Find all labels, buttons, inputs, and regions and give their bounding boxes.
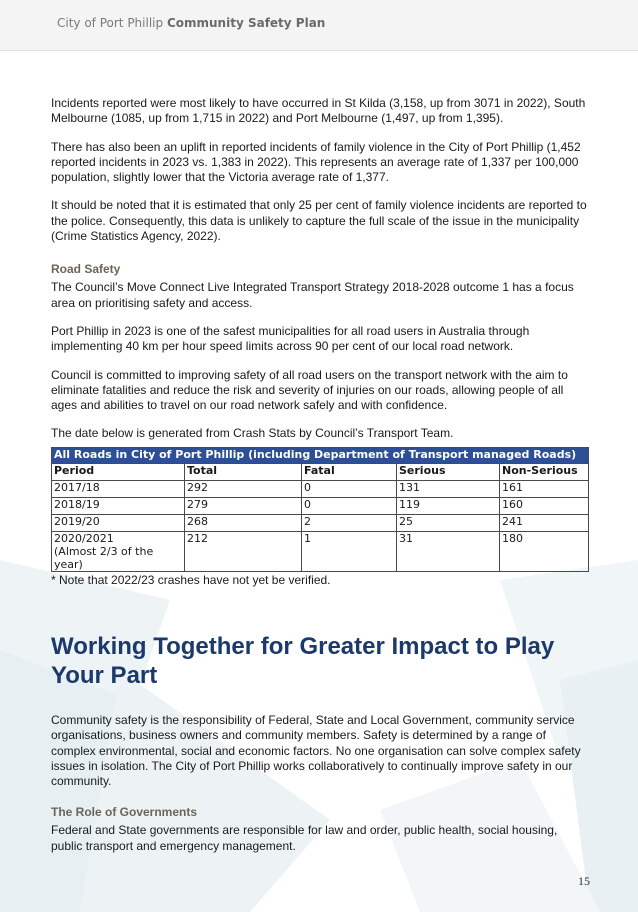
table-cell: 119 bbox=[397, 497, 500, 514]
period-note: (Almost 2/3 of the year) bbox=[54, 544, 154, 571]
page-number: 15 bbox=[578, 874, 590, 888]
table-row bbox=[52, 514, 589, 531]
period-value: 2020/2021 bbox=[54, 531, 114, 545]
table-header-row bbox=[52, 463, 589, 480]
table-cell: 2 bbox=[302, 514, 397, 531]
section-paragraph-1: Community safety is the responsibility of Federal, State and Local Government, community service organisations, business owners and community members. Safety is determined by a range of complex environmental, social and economic factors. No one organisation can solve complex safety issues in isolation. The City of Port Phillip works collaboratively to continually improve safety in our community. bbox=[51, 713, 581, 789]
table-cell: 131 bbox=[397, 480, 500, 497]
road-safety-paragraph-3: Council is committed to improving safety of all road users on the transport network with the aim to eliminate fatalities and reduce the risk and severity of injuries on our roads, allowing people of all ages and abilities to travel on our road network safely and with confidence. bbox=[51, 367, 568, 413]
table-cell: 279 bbox=[185, 497, 302, 514]
table-cell: 2018/19 bbox=[52, 497, 185, 514]
road-safety-paragraph-2: Port Phillip in 2023 is one of the safest municipalities for all road users in Australia through implementing 40 km per hour speed limits across 90 per cent of our local road network. bbox=[51, 323, 530, 354]
column-header: Non-Serious bbox=[500, 463, 589, 480]
page-header bbox=[0, 0, 638, 51]
table-cell: 161 bbox=[500, 480, 589, 497]
column-header: Total bbox=[185, 463, 302, 480]
crash-stats-table bbox=[51, 447, 589, 572]
table-cell: 0 bbox=[302, 480, 397, 497]
road-safety-heading: Road Safety bbox=[51, 262, 121, 277]
intro-paragraph-3: It should be noted that it is estimated that only 25 per cent of family violence incidents are reported to the police. Consequently, this data is unlikely to capture the full scale of the issue in the municipality (Crime Statistics Agency, 2022). bbox=[51, 198, 587, 244]
table-cell bbox=[52, 531, 185, 571]
table-cell: 2019/20 bbox=[52, 514, 185, 531]
table-cell: 212 bbox=[185, 531, 302, 571]
column-header: Period bbox=[52, 463, 185, 480]
table-cell: 160 bbox=[500, 497, 589, 514]
table-row bbox=[52, 531, 589, 571]
table-caption: All Roads in City of Port Phillip (including Department of Transport managed Roads) bbox=[52, 447, 589, 463]
table-cell: 241 bbox=[500, 514, 589, 531]
intro-paragraph-1: Incidents reported were most likely to have occurred in St Kilda (3,158, up from 3071 in 2022), South Melbourne (1085, up from 1,715 in 2022) and Port Melbourne (1,497, up from 1,395). bbox=[51, 96, 586, 126]
table-cell: 1 bbox=[302, 531, 397, 571]
section-content bbox=[51, 713, 591, 867]
road-safety-paragraph-1: The Council’s Move Connect Live Integrated Transport Strategy 2018-2028 outcome 1 has a focus area on prioritising safety and access. bbox=[51, 280, 574, 310]
table-cell: 31 bbox=[397, 531, 500, 571]
column-header: Serious bbox=[397, 463, 500, 480]
table-cell: 292 bbox=[185, 480, 302, 497]
intro-paragraph-2: There has also been an uplift in reported incidents of family violence in the City of Port Phillip (1,452 reported incidents in 2023 vs. 1,383 in 2022). This represents an average rate of 1,337 per 100,000 population, slightly lower that the Victoria average rate of 1,377. bbox=[51, 139, 581, 185]
table-footnote: * Note that 2022/23 crashes have not yet be verified. bbox=[51, 572, 331, 587]
table-cell: 0 bbox=[302, 497, 397, 514]
header-plan-title: Community Safety Plan bbox=[166, 16, 326, 30]
column-header: Fatal bbox=[302, 463, 397, 480]
section-title: Working Together for Greater Impact to Play Your Part bbox=[51, 633, 555, 689]
header-title bbox=[57, 16, 325, 30]
table-cell: 180 bbox=[500, 531, 589, 571]
table-cell: 25 bbox=[397, 514, 500, 531]
road-safety-paragraph-4: The date below is generated from Crash Stats by Council’s Transport Team. bbox=[51, 426, 454, 441]
governments-heading: The Role of Governments bbox=[51, 805, 198, 820]
main-content bbox=[51, 96, 591, 587]
table-cell: 268 bbox=[185, 514, 302, 531]
table-cell: 2017/18 bbox=[52, 480, 185, 497]
table-row bbox=[52, 497, 589, 514]
table-row bbox=[52, 480, 589, 497]
header-org: City of Port Phillip bbox=[57, 16, 164, 30]
section-paragraph-2: Federal and State governments are responsible for law and order, public health, social housing, public transport and emergency management. bbox=[51, 823, 558, 853]
